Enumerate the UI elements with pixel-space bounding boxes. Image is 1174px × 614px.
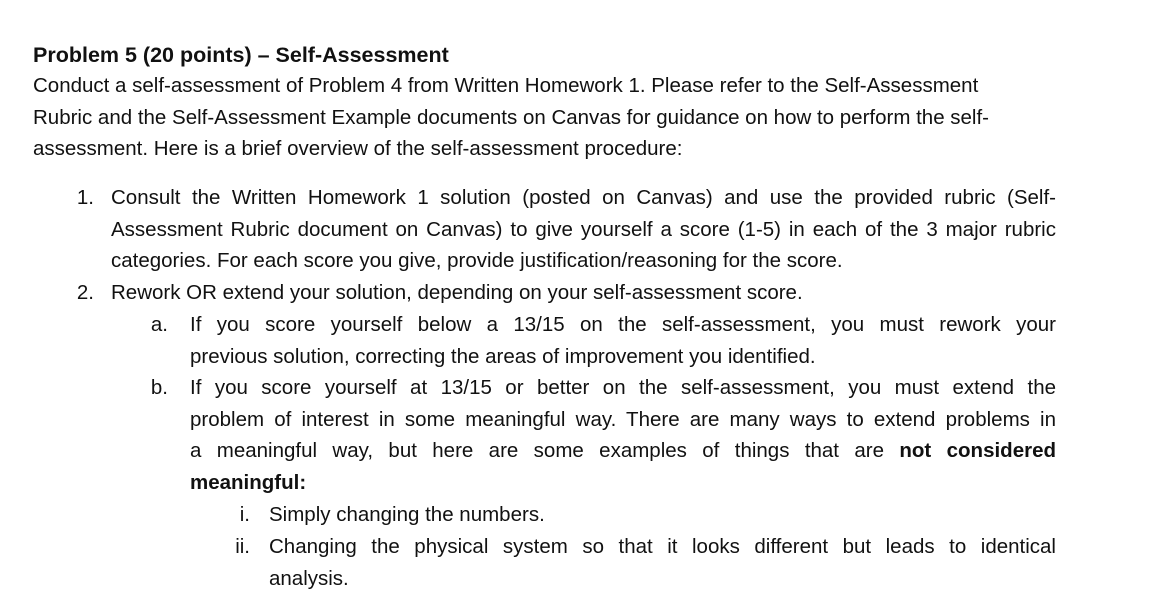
list-item-1-text xyxy=(111,182,1056,277)
sub-sub-item-i-line-1: Simply changing the numbers. xyxy=(269,503,545,526)
intro-line-2: Rubric and the Self-Assessment Example documents on Canvas for guidance on how to perform the self- xyxy=(33,105,990,129)
sub-item-b-line-3-text: a meaningful way, but here are some examples of things that are xyxy=(190,439,885,462)
intro-paragraph xyxy=(33,70,1063,165)
intro-line-1: Conduct a self-assessment of Problem 4 from Written Homework 1. Please refer to the Self-Assessment xyxy=(33,74,979,97)
sub-sub-item-ii-text xyxy=(269,531,1056,594)
sub-sub-item-ii-line-1: Changing the physical system so that it looks different but leads to identical xyxy=(269,535,1056,558)
sub-marker-a: a. xyxy=(150,313,168,336)
sub-sub-item-ii-line-2: analysis. xyxy=(269,566,349,590)
list-item-2-text xyxy=(111,277,1056,309)
sub-item-a-text xyxy=(190,309,1056,372)
problem-title: Problem 5 (20 points) – Self-Assessment xyxy=(33,43,449,67)
sub-sub-marker-ii: ii. xyxy=(235,535,250,558)
sub-item-b-line-4 xyxy=(190,467,1056,499)
sub-item-b-text xyxy=(190,372,1056,498)
list-item-1-line-3: categories. For each score you give, provide justification/reasoning for the score. xyxy=(111,249,843,272)
list-item-2-line-1: Rework OR extend your solution, depending on your self-assessment score. xyxy=(111,281,803,304)
intro-line-3: assessment. Here is a brief overview of the self-assessment procedure: xyxy=(33,137,683,160)
sub-item-a-line-2: previous solution, correcting the areas of improvement you identified. xyxy=(190,344,816,368)
list-item-1-line-1: Consult the Written Homework 1 solution (posted on Canvas) and use the provided rubric (Self- xyxy=(111,186,1056,209)
sub-item-b-line-3 xyxy=(190,435,1056,467)
sub-item-b-line-1: If you score yourself at 13/15 or better on the self-assessment, you must extend the xyxy=(190,376,1056,399)
list-marker-1: 1. xyxy=(76,186,94,209)
not-considered-emphasis: not considered xyxy=(899,439,1056,462)
sub-sub-item-i-text xyxy=(269,499,1056,531)
sub-item-b-line-2: problem of interest in some meaningful way. There are many ways to extend problems in xyxy=(190,407,1056,431)
sub-marker-b: b. xyxy=(150,376,168,399)
sub-sub-marker-i: i. xyxy=(239,503,250,526)
list-marker-2: 2. xyxy=(76,281,94,304)
list-item-1-line-2: Assessment Rubric document on Canvas) to give yourself a score (1-5) in each of the 3 major rubric xyxy=(111,217,1056,241)
sub-item-a-line-1: If you score yourself below a 13/15 on the self-assessment, you must rework your xyxy=(190,313,1056,336)
meaningful-emphasis: meaningful: xyxy=(190,470,307,494)
